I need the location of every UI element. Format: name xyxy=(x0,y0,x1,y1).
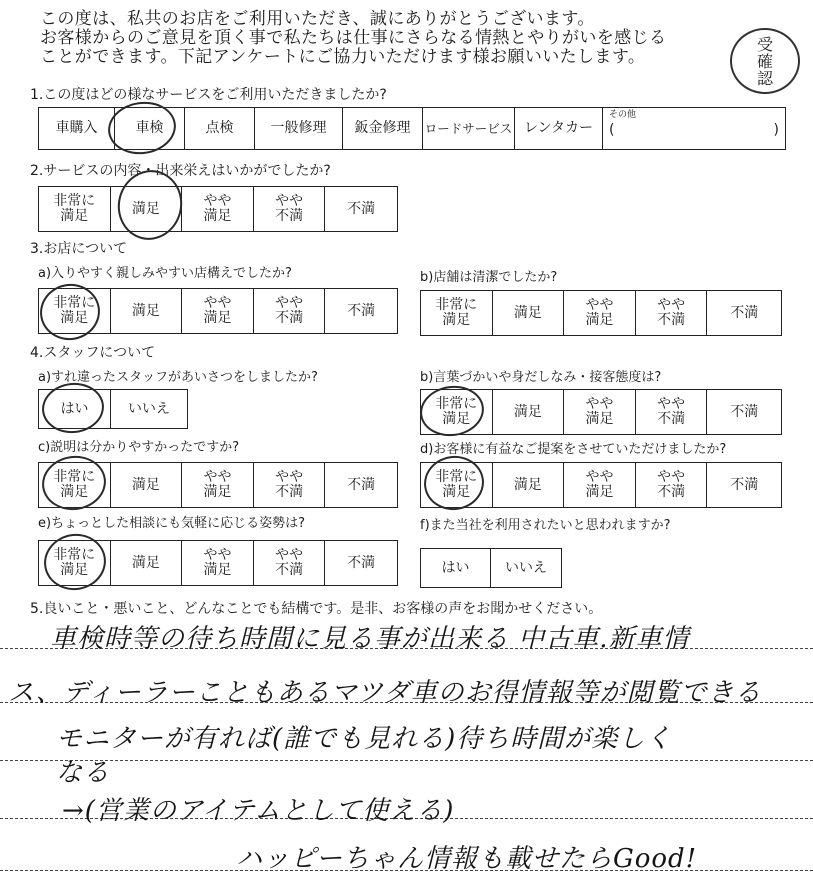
q3a-option-satisfied[interactable]: 満足 xyxy=(111,289,183,333)
q3a-option-very-satisfied[interactable]: 非常に 満足 xyxy=(39,289,111,333)
q1-option-general-repair[interactable]: 一般修理 xyxy=(255,108,343,149)
q4d-option-somewhat-satisfied[interactable]: やや 満足 xyxy=(564,463,636,507)
q4f-option-yes[interactable]: はい xyxy=(421,549,491,587)
handwritten-line-6: ハッピーちゃん情報も載せたらGood! xyxy=(236,844,698,874)
q3b-options xyxy=(420,290,782,336)
q4b-option-somewhat-dissatisfied[interactable]: やや 不満 xyxy=(636,390,708,434)
q2-option-dissatisfied[interactable]: 不満 xyxy=(347,200,376,217)
q1-option-shaken[interactable]: 車検 xyxy=(115,108,185,149)
q4d-option-satisfied[interactable]: 満足 xyxy=(493,463,565,507)
q3b-question: b)店舗は清潔でしたか? xyxy=(420,270,558,285)
q3b-option-somewhat-satisfied[interactable]: やや 満足 xyxy=(564,291,636,335)
q2-option-very-satisfied[interactable]: 非常に 満足 xyxy=(39,187,111,231)
q5-question: 5.良いこと・悪いこと、どんなことでも結構です。是非、お客様の声をお聞かせください。 xyxy=(30,601,603,617)
q4f-option-no[interactable]: いいえ xyxy=(505,559,547,576)
q4f-options xyxy=(420,548,562,588)
q4e-option-very-satisfied[interactable]: 非常に 満足 xyxy=(39,541,111,585)
handwritten-line-1: 車検時等の待ち時間に見る事が出来る 中古車.新車情 xyxy=(50,624,690,654)
q3a-option-somewhat-satisfied[interactable]: やや 満足 xyxy=(182,289,254,333)
q1-option-inspection[interactable]: 点検 xyxy=(185,108,255,149)
q3a-option-somewhat-dissatisfied[interactable]: やや 不満 xyxy=(254,289,326,333)
q4d-option-dissatisfied[interactable]: 不満 xyxy=(730,476,759,493)
q4c-option-dissatisfied[interactable]: 不満 xyxy=(347,476,376,493)
q4e-option-somewhat-satisfied[interactable]: やや 満足 xyxy=(182,541,254,585)
q4c-question: c)説明は分かりやすかったですか? xyxy=(38,440,240,455)
q4e-option-dissatisfied[interactable]: 不満 xyxy=(347,554,376,571)
q4d-option-somewhat-dissatisfied[interactable]: やや 不満 xyxy=(636,463,708,507)
q2-question: 2.サービスの内容・出来栄えはいかがでしたか? xyxy=(30,163,331,179)
q3-title: 3.お店について xyxy=(30,241,128,257)
q4a-option-no[interactable]: いいえ xyxy=(128,400,170,417)
handwritten-line-3: モニターが有れば(誰でも見れる)待ち時間が楽しく xyxy=(56,724,673,754)
q1-other-label: その他 xyxy=(609,110,637,120)
q4d-option-very-satisfied[interactable]: 非常に 満足 xyxy=(421,463,493,507)
q4c-option-somewhat-satisfied[interactable]: やや 満足 xyxy=(182,463,254,507)
q4e-question: e)ちょっとした相談にも気軽に応じる姿勢は? xyxy=(38,516,305,531)
answer-line xyxy=(0,760,813,761)
q3b-option-very-satisfied[interactable]: 非常に 満足 xyxy=(421,291,493,335)
q4a-option-yes[interactable]: はい xyxy=(39,390,111,428)
q1-option-body-repair[interactable]: 鈑金修理 xyxy=(343,108,423,149)
q3b-option-dissatisfied[interactable]: 不満 xyxy=(730,304,759,321)
handwritten-line-5: →(営業のアイテムとして使える) xyxy=(62,796,455,826)
q4c-option-somewhat-dissatisfied[interactable]: やや 不満 xyxy=(254,463,326,507)
q4e-option-somewhat-dissatisfied[interactable]: やや 不満 xyxy=(254,541,326,585)
reception-stamp: 受 確 認 xyxy=(730,28,800,94)
q4c-option-satisfied[interactable]: 満足 xyxy=(111,463,183,507)
q2-option-somewhat-dissatisfied[interactable]: やや 不満 xyxy=(254,187,326,231)
intro-line-1: この度は、私共のお店をご利用いただき、誠にありがとうございます。 xyxy=(40,9,595,29)
q3b-option-somewhat-dissatisfied[interactable]: やや 不満 xyxy=(636,291,708,335)
intro-line-2: お客様からのご意見を頂く事で私たちは仕事にさらなる情熱とやりがいを感じる xyxy=(40,28,667,48)
q4c-option-very-satisfied[interactable]: 非常に 満足 xyxy=(39,463,111,507)
q3b-option-satisfied[interactable]: 満足 xyxy=(493,291,565,335)
q1-option-road-service[interactable]: ロードサービス xyxy=(423,108,515,149)
q1-option-other[interactable] xyxy=(603,108,785,149)
q4e-option-satisfied[interactable]: 満足 xyxy=(111,541,183,585)
intro-text xyxy=(40,10,810,67)
q4d-question: d)お客様に有益なご提案をさせていただけましたか? xyxy=(420,442,727,457)
q4b-option-satisfied[interactable]: 満足 xyxy=(493,390,565,434)
q1-question: 1.この度はどの様なサービスをご利用いただきましたか? xyxy=(30,87,387,103)
q4b-option-dissatisfied[interactable]: 不満 xyxy=(730,403,759,420)
intro-line-3: ことができます。下記アンケートにご協力いただけます様お願いいたします。 xyxy=(40,47,646,67)
handwritten-line-4: なる xyxy=(56,758,111,788)
q4b-option-somewhat-satisfied[interactable]: やや 満足 xyxy=(564,390,636,434)
q2-option-satisfied[interactable]: 満足 xyxy=(111,187,183,231)
q4f-question: f)また当社を利用されたいと思われますか? xyxy=(420,518,671,533)
q3a-question: a)入りやすく親しみやすい店構えでしたか? xyxy=(38,266,292,281)
q4b-option-very-satisfied[interactable]: 非常に 満足 xyxy=(421,390,493,434)
q2-options xyxy=(38,186,398,232)
q3a-option-dissatisfied[interactable]: 不満 xyxy=(347,302,376,319)
q4a-question: a)すれ違ったスタッフがあいさつをしましたか? xyxy=(38,370,318,385)
handwritten-line-2: ス、ディーラーこともあるマツダ車のお得情報等が閲覧できる xyxy=(8,678,762,708)
q1-option-rental-car[interactable]: レンタカー xyxy=(515,108,603,149)
q2-option-somewhat-satisfied[interactable]: やや 満足 xyxy=(182,187,254,231)
q1-option-car-purchase[interactable]: 車購入 xyxy=(39,108,115,149)
q4-title: 4.スタッフについて xyxy=(30,345,156,361)
q1-other-field[interactable]: ( ) xyxy=(609,122,779,138)
q4b-question: b)言葉づかいや身だしなみ・接客態度は? xyxy=(420,370,662,385)
